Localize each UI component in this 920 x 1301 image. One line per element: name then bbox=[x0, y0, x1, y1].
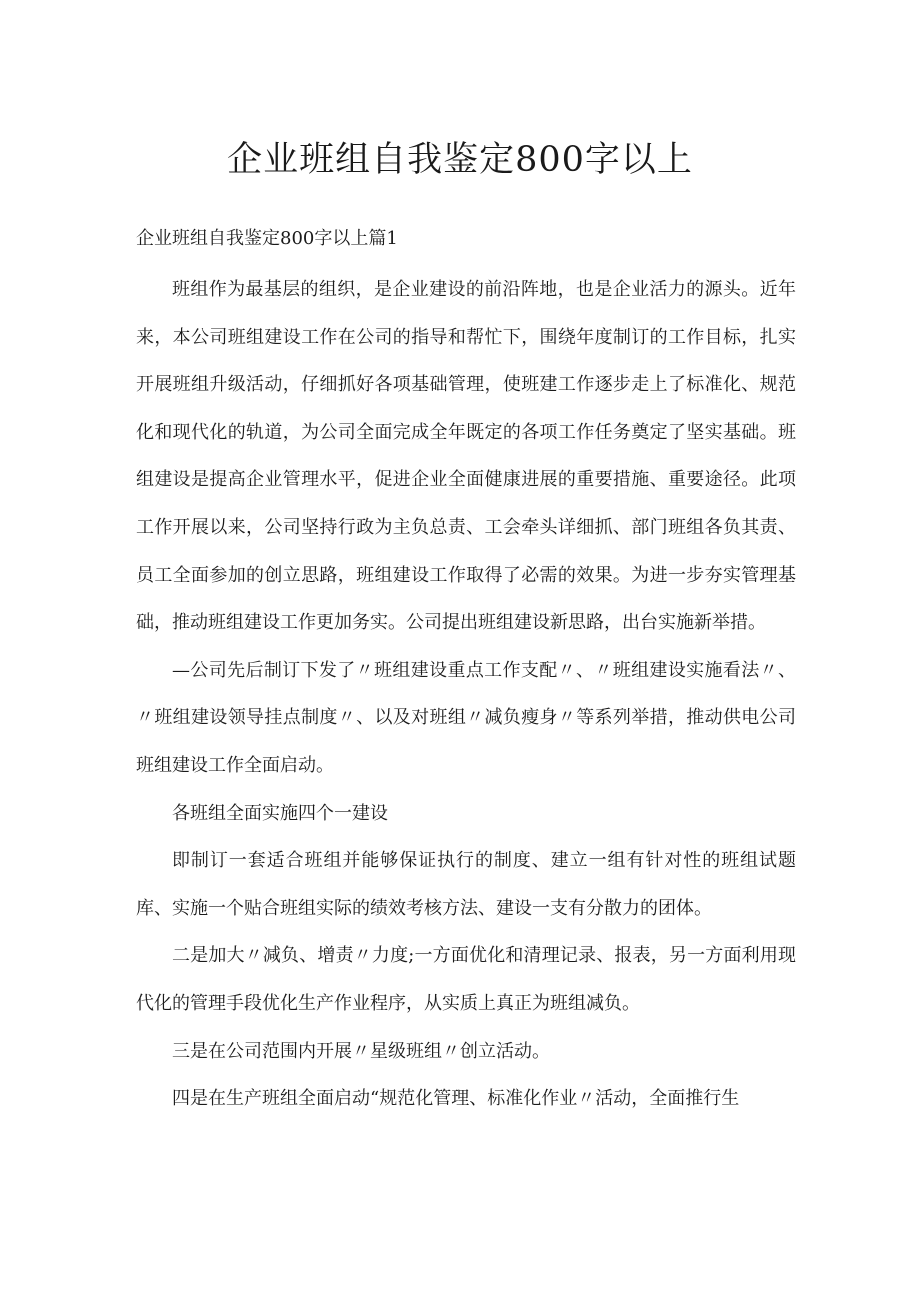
document-body bbox=[136, 266, 796, 1123]
paragraph-four-one: 各班组全面实施四个一建设 bbox=[172, 802, 388, 824]
paragraph-third: 三是在公司范围内开展〃星级班组〃创立活动。 bbox=[172, 1040, 550, 1062]
paragraph-four-one-detail: 即制订一套适合班组并能够保证执行的制度、建立一组有针对性的班组试题库、实施一个贴合班组实际的绩效考核方法、建设一支有分散力的团体。 bbox=[136, 850, 796, 919]
paragraph-intro: 班组作为最基层的组织，是企业建设的前沿阵地，也是企业活力的源头。近年来，本公司班组建设工作在公司的指导和帮忙下，围绕年度制订的工作目标，扎实开展班组升级活动，仔细抓好各项基础管理，使班建工作逐步走上了标准化、规范化和现代化的轨道，为公司全面完成全年既定的各项工作任务奠定了坚实基础。班组建设是提高企业管理水平，促进企业全面健康进展的重要措施、重要途径。此项工作开展以来，公司坚持行政为主负总责、工会牵头详细抓、部门班组各负其责、员工全面参加的创立思路，班组建设工作取得了必需的效果。为进一步夯实管理基础，推动班组建设工作更加务实。公司提出班组建设新思路，出台实施新举措。 bbox=[136, 279, 796, 634]
document-title: 企业班组自我鉴定800字以上 bbox=[227, 140, 693, 180]
section-heading: 企业班组自我鉴定800字以上篇1 bbox=[136, 228, 398, 249]
paragraph-fourth: 四是在生产班组全面启动“规范化管理、标准化作业〃活动，全面推行生 bbox=[172, 1088, 740, 1110]
paragraph-second: 二是加大〃减负、增责〃力度;一方面优化和清理记录、报表，另一方面利用现代化的管理手段优化生产作业程序，从实质上真正为班组减负。 bbox=[136, 945, 796, 1014]
paragraph-measures: —公司先后制订下发了〃班组建设重点工作支配〃、〃班组建设实施看法〃、〃班组建设领导挂点制度〃、以及对班组〃减负瘦身〃等系列举措，推动供电公司班组建设工作全面启动。 bbox=[136, 659, 796, 776]
